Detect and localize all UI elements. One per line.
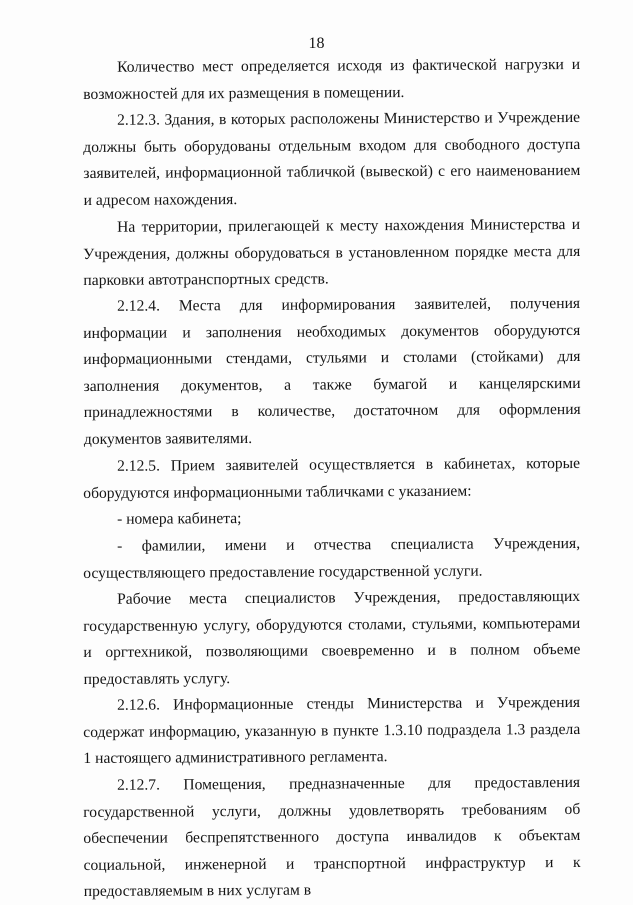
paragraph-parking: На территории, прилегающей к месту нахождения Министерства и Учреждения, должны оборудоваться в установленном порядке места для парковки автотранспортных средств. [83, 215, 581, 289]
list-item-room-number: - номера кабинета; [117, 510, 242, 528]
paragraph-workplaces: Рабочие места специалистов Учреждения, предоставляющих государственную услугу, оборудуются столами, стульями, компьютерами и оргтехникой, позволяющими своевременно и в полном объеме предоставлять услугу. [83, 587, 581, 688]
list-item-specialist-name: - фамилии, имени и отчества специалиста Учреждения, осуществляющего предоставление государственной услуги. [83, 534, 581, 582]
page-number: 18 [308, 35, 325, 52]
document-body [83, 55, 580, 906]
paragraph-seat-count: Количество мест определяется исходя из фактической нагрузки и возможностей для их размещения в помещении. [83, 55, 581, 103]
paragraph-2-12-6: 2.12.6. Информационные стенды Министерства и Учреждения содержат информацию, указанную в пункте 1.3.10 подраздела 1.3 раздела 1 настоящего административного регламента. [83, 694, 581, 768]
paragraph-2-12-3: 2.12.3. Здания, в которых расположены Министерство и Учреждение должны быть оборудованы отдельным входом для свободного доступа заявителей, информационной табличкой (вывеской) с его наименованием и адресом нахождения. [83, 109, 581, 209]
paragraph-2-12-4: 2.12.4. Места для информирования заявителей, получения информации и заполнения необходимых документов оборудуются информационными стендами, стульями и столами (стойками) для заполнения документов, а также бумагой и канцелярскими принадлежностями в количестве, достаточном для оформления документов заявителями. [83, 295, 581, 449]
paragraph-2-12-7: 2.12.7. Помещения, предназначенные для предоставления государственной услуги, должны удовлетворять требованиям об обеспечении беспрепятственного доступа инвалидов к объектам социальной, инженерной и транспортной инфраструктур и к предоставляемым в них услугам в [83, 773, 581, 901]
paragraph-2-12-5: 2.12.5. Прием заявителей осуществляется в кабинетах, которые оборудуются информационными табличками с указанием: [83, 454, 581, 502]
